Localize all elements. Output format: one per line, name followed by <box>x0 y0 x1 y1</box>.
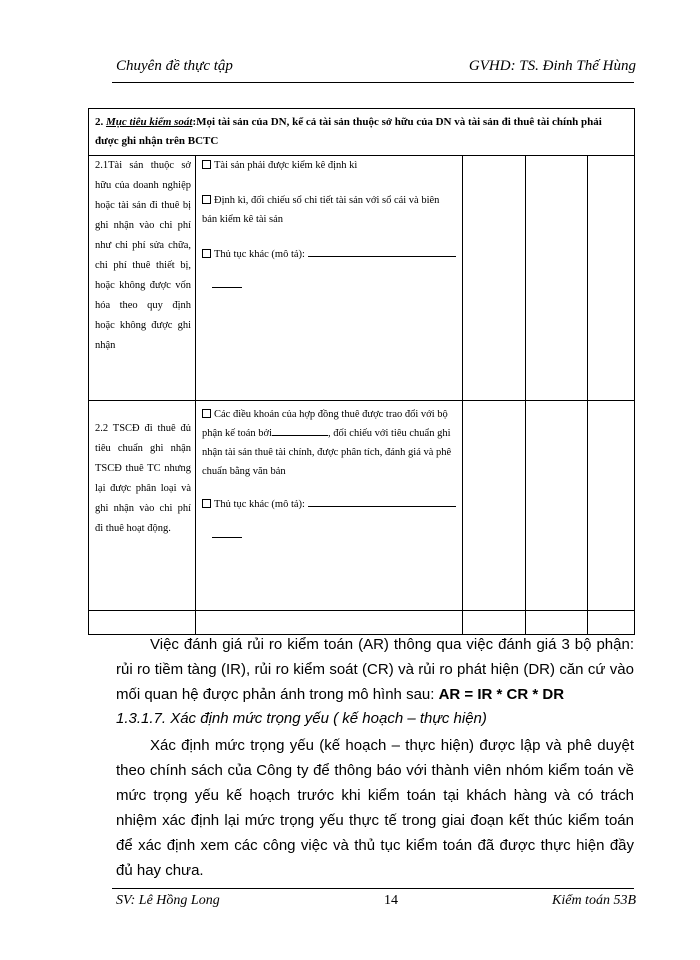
risk-paragraph <box>116 632 634 707</box>
empty-cell <box>588 611 635 635</box>
table-title-row <box>89 109 635 156</box>
checkbox-icon[interactable] <box>202 160 211 169</box>
header-divider <box>112 82 634 83</box>
procedure-text: Định kì, đối chiếu sổ chi tiết tài sản với sổ cái và biên bản kiểm kê tài sản <box>202 195 440 225</box>
control-objective-table <box>88 108 635 635</box>
empty-cell <box>588 401 635 611</box>
footer-course: Kiểm toán 53B <box>552 893 636 908</box>
fill-line[interactable] <box>272 435 328 436</box>
empty-cell <box>526 611 588 635</box>
procedure-text: , đối chiếu với tiêu chuẩn ghi nhận tài sản thuê tài chính, được phân tích, đánh giá và phê chuẩn bằng văn bản <box>202 428 452 477</box>
empty-cell <box>463 401 526 611</box>
title-number: 2. <box>95 116 104 128</box>
fill-line[interactable] <box>308 256 456 257</box>
header-left: Chuyên đề thực tập <box>116 58 233 74</box>
objective-2-1: 2.1Tài sản thuộc sở hữu của doanh nghiệp hoặc tài sản đi thuê bị ghi nhận vào chi phí như chi phí sửa chữa, chi phí thuê thiết bị, hoặc không được vốn hóa theo quy định hoặc không được ghi nhận <box>89 156 196 401</box>
table-row <box>89 611 635 635</box>
empty-cell <box>89 611 196 635</box>
risk-formula: AR = IR * CR * DR <box>438 686 565 703</box>
objective-2-2: 2.2 TSCĐ đi thuê đủ tiêu chuẩn ghi nhận TSCĐ thuê TC nhưng lại được phân loại và ghi nhận vào chi phí đi thuê hoạt động. <box>89 401 196 611</box>
table-row <box>89 401 635 611</box>
title-label: Mục tiêu kiểm soát <box>106 116 193 128</box>
section-heading: 1.3.1.7. Xác định mức trọng yếu ( kế hoạch – thực hiện) <box>116 710 487 727</box>
footer-student: SV: Lê Hồng Long <box>116 893 220 908</box>
checkbox-icon[interactable] <box>202 249 211 258</box>
empty-cell <box>196 611 463 635</box>
page-number: 14 <box>384 893 398 908</box>
procedures-2-1 <box>196 156 463 401</box>
checkbox-icon[interactable] <box>202 409 211 418</box>
procedure-text: Các điều khoản của hợp đồng thuê được trao đổi với bộ phận kế toán bởi <box>202 409 448 439</box>
procedure-text: Thủ tục khác (mô tả): <box>214 249 305 260</box>
fill-line[interactable] <box>212 287 242 288</box>
fill-line[interactable] <box>308 506 456 507</box>
procedure-text: Tài sản phải được kiểm kê định kì <box>214 160 358 171</box>
table-title-cell <box>89 109 635 156</box>
procedure-text: Thủ tục khác (mô tả): <box>214 499 305 510</box>
checkbox-icon[interactable] <box>202 195 211 204</box>
empty-cell <box>588 156 635 401</box>
materiality-paragraph: Xác định mức trọng yếu (kế hoạch – thực hiện) được lập và phê duyệt theo chính sách của Công ty để thông báo với thành viên nhóm kiểm toán về mức trọng yếu kế hoạch trước khi kiểm toán tại khách hàng và có trách nhiệm xác định lại mức trọng yếu thực tế trong giai đoạn kết thúc kiểm toán để xác định xem các công việc và thủ tục kiểm toán đã được thực hiện đầy đủ hay chưa. <box>116 737 634 879</box>
empty-cell <box>463 611 526 635</box>
title-text: :Mọi tài sản của DN, kể cả tài sản thuộc sở hữu của DN và tài sản đi thuê tài chính phải được ghi nhận trên BCTC <box>95 116 602 147</box>
header-right: GVHD: TS. Đinh Thế Hùng <box>468 58 636 74</box>
procedures-2-2 <box>196 401 463 611</box>
table-row <box>89 156 635 401</box>
empty-cell <box>526 401 588 611</box>
checkbox-icon[interactable] <box>202 499 211 508</box>
fill-line[interactable] <box>212 537 242 538</box>
empty-cell <box>463 156 526 401</box>
risk-text: Việc đánh giá rủi ro kiểm toán (AR) thông qua việc đánh giá 3 bộ phận: rủi ro tiềm tàng (IR), rủi ro kiểm soát (CR) và rủi ro phát hiện (DR) căn cứ vào mối quan hệ được phản ánh trong mô hình sau: <box>116 636 634 703</box>
footer-divider <box>112 888 634 889</box>
empty-cell <box>526 156 588 401</box>
